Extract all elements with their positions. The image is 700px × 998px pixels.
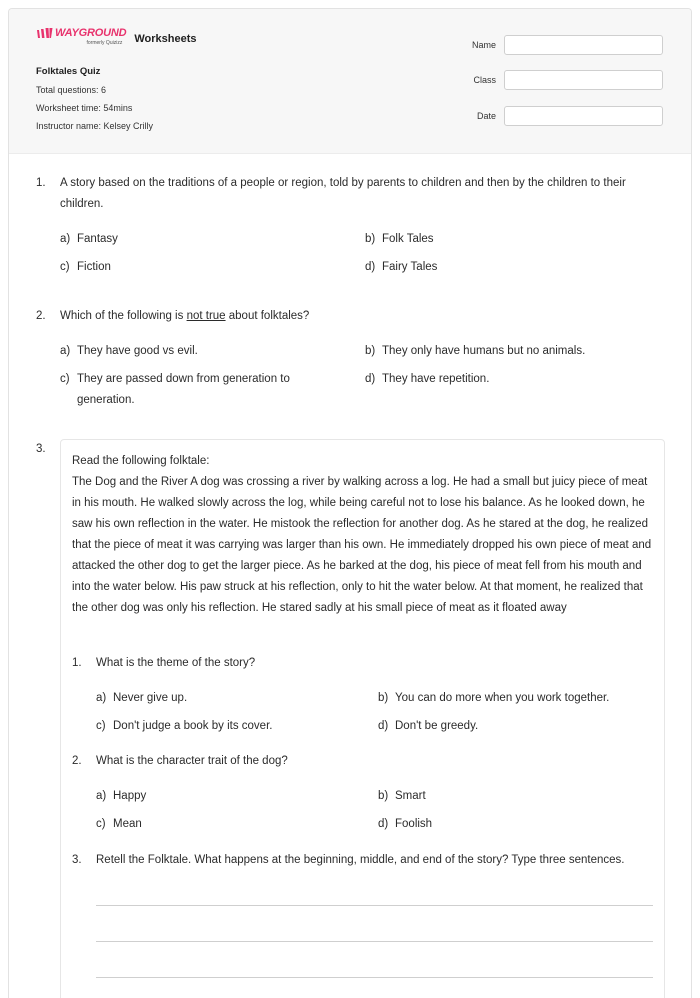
logo-wordmark: WAYGROUND <box>55 27 127 39</box>
brand-title: Worksheets <box>134 33 197 45</box>
worksheet-header <box>9 9 691 154</box>
class-label: Class <box>473 75 496 85</box>
question-2-option-d[interactable]: d) They have repetition. <box>365 373 490 385</box>
subquestion-2-option-d[interactable]: d) Foolish <box>378 818 433 830</box>
answer-line-2[interactable] <box>96 941 653 942</box>
quiz-title: Folktales Quiz <box>36 66 101 77</box>
class-field[interactable] <box>504 70 663 90</box>
question-1-number: 1. <box>36 177 46 189</box>
worksheet-time: Worksheet time: 54mins <box>36 103 133 113</box>
subquestion-3-number: 3. <box>72 854 82 866</box>
subquestion-2-option-a[interactable]: a) Happy <box>96 790 147 802</box>
total-questions: Total questions: 6 <box>36 85 107 95</box>
date-label: Date <box>476 111 496 121</box>
date-field[interactable] <box>504 106 663 126</box>
name-field[interactable] <box>504 35 663 55</box>
subquestion-2-text: What is the character trait of the dog? <box>96 755 288 767</box>
subquestion-1-number: 1. <box>72 657 82 669</box>
question-3-number: 3. <box>36 443 46 455</box>
answer-line-3[interactable] <box>96 977 653 978</box>
worksheet-page <box>8 8 692 998</box>
answer-line-1[interactable] <box>96 905 653 906</box>
subquestion-1-option-b[interactable]: b) You can do more when you work together. <box>378 692 610 704</box>
subquestion-2-option-c[interactable]: c) Mean <box>96 818 142 830</box>
subquestion-1-option-a[interactable]: a) Never give up. <box>96 692 188 704</box>
instructor-name: Instructor name: Kelsey Crilly <box>36 121 154 131</box>
name-label: Name <box>471 40 496 50</box>
question-1-option-b[interactable]: b) Folk Tales <box>365 233 434 245</box>
logo-subtitle: formerly Quizizz <box>86 40 123 46</box>
subquestion-1-text: What is the theme of the story? <box>96 657 256 669</box>
question-1-text: A story based on the traditions of a people or region, told by parents to children and then by the children to their children. <box>60 177 626 210</box>
wayground-logo <box>36 27 126 46</box>
subquestion-1-option-c[interactable]: c) Don't judge a book by its cover. <box>96 720 273 732</box>
question-1-option-d[interactable]: d) Fairy Tales <box>365 261 438 273</box>
question-2-number: 2. <box>36 310 46 322</box>
folktale-passage <box>72 451 657 619</box>
question-1-option-c[interactable]: c) Fiction <box>60 261 111 273</box>
question-2-option-c[interactable]: c) They are passed down from generation to generation. <box>60 373 290 406</box>
question-2-option-b[interactable]: b) They only have humans but no animals. <box>365 345 586 357</box>
question-2-text: Which of the following is not true about folktales? <box>60 310 310 322</box>
question-2-option-a[interactable]: a) They have good vs evil. <box>60 345 198 357</box>
subquestion-3-text: Retell the Folktale. What happens at the beginning, middle, and end of the story? Type three sentences. <box>96 854 625 866</box>
passage-body: The Dog and the River A dog was crossing a river by walking across a log. He had a small but juicy piece of meat in his mouth. He walked slowly across the log, while being careful not to lose his balance. As he looked down, he saw his own reflection in the water. He mistook the reflection for another dog. As he stared at the dog, he realized that the piece of meat it was carrying was larger than his own. He immediately dropped his own piece of meat and attacked the other dog to get the larger piece. As he barked at the dog, his piece of meat fell from his mouth and into the water below. His paw struck at his reflection, only to hit the water below. At that moment, he realized that the other dog was only his reflection. He stared sadly at his small piece of meat as it floated away <box>72 476 652 614</box>
question-1-option-a[interactable]: a) Fantasy <box>60 233 118 245</box>
subquestion-1-option-d[interactable]: d) Don't be greedy. <box>378 720 479 732</box>
brand <box>36 27 196 46</box>
subquestion-2-option-b[interactable]: b) Smart <box>378 790 426 802</box>
subquestion-2-number: 2. <box>72 755 82 767</box>
logo-mark-icon <box>36 28 53 39</box>
passage-intro: Read the following folktale: <box>72 455 210 467</box>
